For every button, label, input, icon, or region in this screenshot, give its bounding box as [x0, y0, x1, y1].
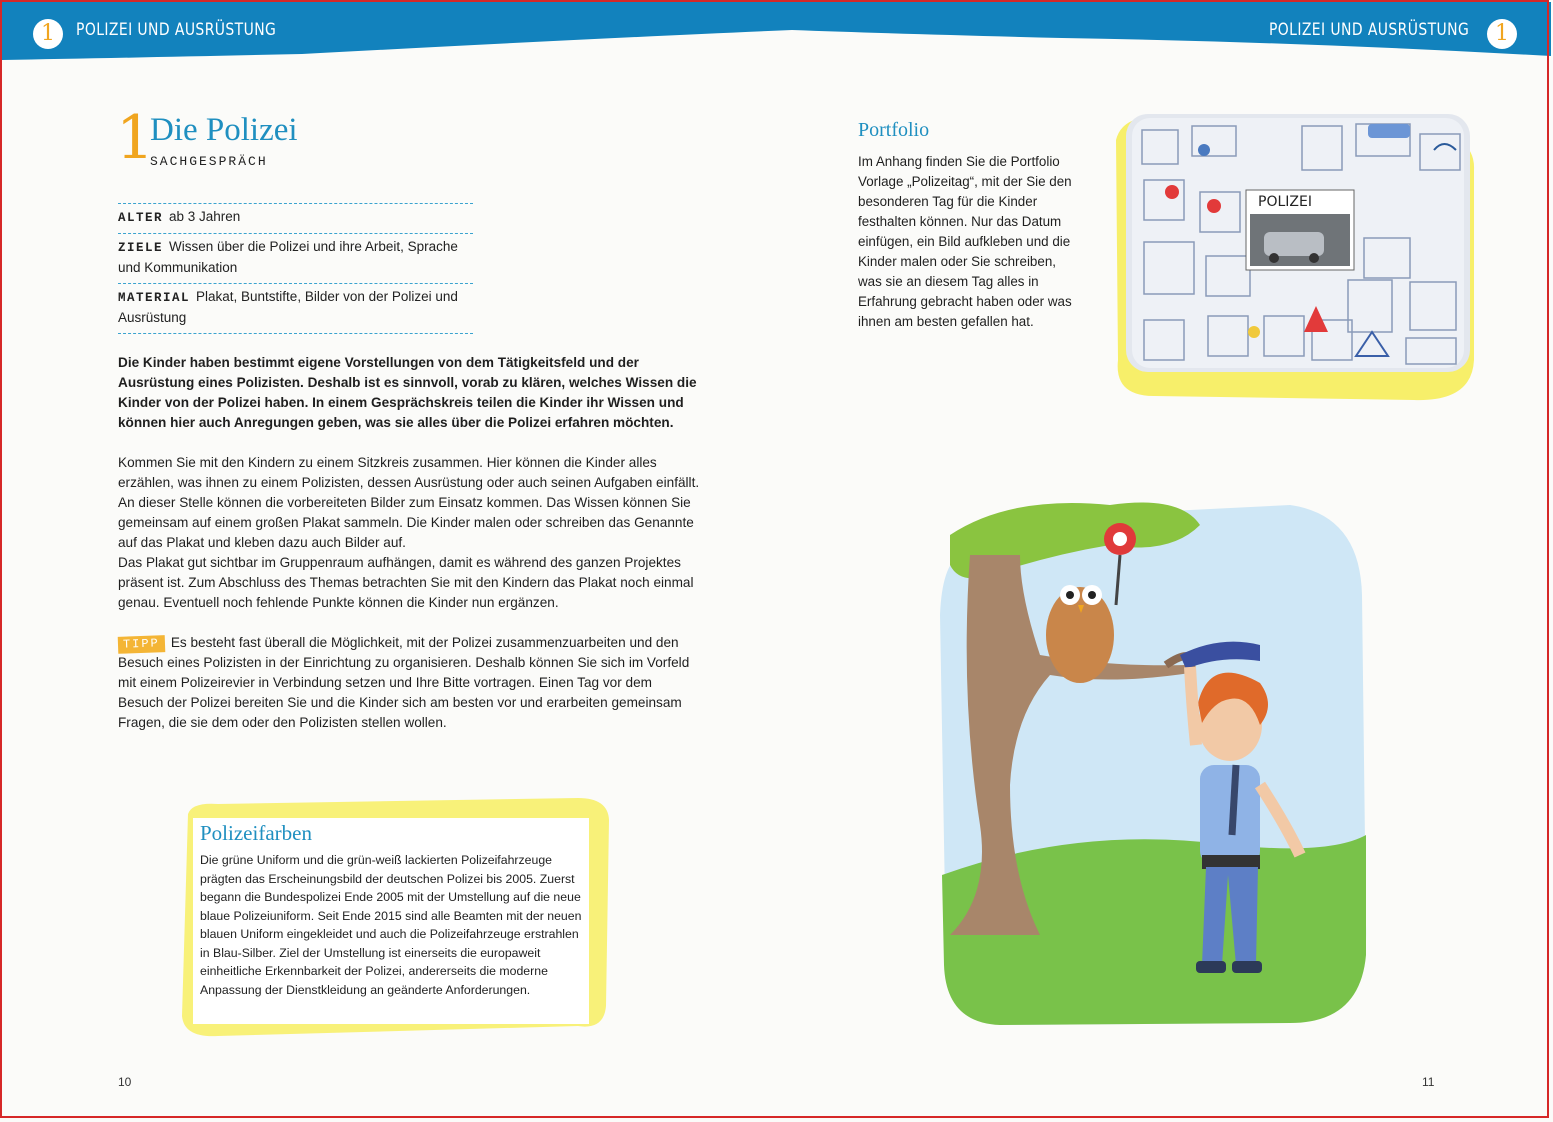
chapter-title-right: POLIZEI UND AUSRÜSTUNG [1268, 20, 1469, 40]
meta-row-age [118, 203, 473, 233]
chapter-number-badge-left: 1 [33, 19, 63, 49]
meta-key: MATERIAL [118, 291, 191, 305]
body-paragraph-part2: Das Plakat gut sichtbar im Gruppenraum aufhängen, damit es während des ganzen Projektes präsent ist. Zum Abschluss des Themas betrachten Sie mit den Kindern das Plakat noch einmal genau. Eventuell noch fehlende Punkte können die Kinder nun ergänzen. [118, 555, 694, 610]
meta-key: ALTER [118, 211, 164, 225]
portfolio-text: Im Anhang finden Sie die Portfolio Vorlage „Polizeitag“, mit der Sie den besonderen Tag für die Kinder festhalten können. Nur das Datum einfügen, ein Bild aufkleben und die Kinder malen oder Sie schreiben, was sie an diesem Tag alles in Erfahrung gebracht haben oder was ihnen am besten gefallen hat. [858, 154, 1072, 329]
activity-meta [118, 203, 473, 334]
meta-value: Plakat, Buntstifte, Bilder von der Polizei und Ausrüstung [118, 289, 458, 325]
tip-badge: TIPP [118, 635, 165, 654]
meta-key: ZIELE [118, 241, 164, 255]
body-paragraph-part1: Kommen Sie mit den Kindern zu einem Sitzkreis zusammen. Hier können die Kinder alles erzählen, was ihnen zu einem Polizisten, dessen Ausrüstung oder auch seinen Aufgaben einfällt. An dieser Stelle können die vorbereiteten Bilder zum Einsatz kommen. Das Wissen können Sie gemeinsam auf einem großen Plakat sammeln. Die Kinder malen oder schreiben das Genannte auf das Plakat und kleben dazu auch Bilder auf. [118, 455, 700, 550]
intro-paragraph: Die Kinder haben bestimmt eigene Vorstellungen von dem Tätigkeitsfeld und der Ausrüstung eines Polizisten. Deshalb ist es sinnvoll, vorab zu klären, welches Wissen die Kinder von der Polizei haben. In einem Gesprächskreis teilen die Kinder ihr Wissen und können hier auch Anregungen geben, was sie alles über die Polizei erfahren möchten. [118, 355, 697, 430]
section-number: 1 [116, 103, 155, 173]
chapter-title-left: POLIZEI UND AUSRÜSTUNG [76, 20, 277, 40]
meta-value: Wissen über die Polizei und ihre Arbeit, Sprache und Kommunikation [118, 239, 458, 275]
poster-label: POLIZEI [1258, 194, 1312, 210]
portfolio-title: Portfolio [858, 119, 930, 141]
police-boy-illustration [930, 495, 1370, 1030]
body-paragraph [118, 453, 700, 613]
meta-value: ab 3 Jahren [169, 209, 241, 224]
meta-row-goals [118, 233, 473, 283]
infobox-text: Die grüne Uniform und die grün-weiß lackierten Polizeifahrzeuge prägten das Erscheinungsbild der deutschen Polizei bis 2005. Zuerst begann die Bundespolizei Ende 2005 mit der Umstellung auf die neue blaue Polizeiuniform. Seit Ende 2015 sind alle Beamten mit der neuen blauen Uniform eingekleidet und auch die Polizeifahrzeuge erstrahlen in Blau-Silber. Ziel der Umstellung ist einerseits die europaweit einheitliche Erkennbarkeit der Polizei, andererseits die moderne Anpassung der Dienstkleidung an geänderte Anforderungen. [200, 853, 582, 997]
meta-row-material [118, 283, 473, 334]
section-title: Die Polizei [150, 112, 298, 148]
section-subtitle: SACHGESPRÄCH [150, 154, 268, 169]
infobox-title: Polizeifarben [200, 821, 312, 845]
chapter-number-badge-right: 1 [1487, 19, 1517, 49]
portfolio-poster-photo [1114, 110, 1476, 406]
page-number-right: 11 [1422, 1075, 1435, 1089]
tip-text: Es besteht fast überall die Möglichkeit, mit der Polizei zusammenzuarbeiten und den Besuch eines Polizisten in der Einrichtung zu organisieren. Deshalb können Sie sich im Vorfeld mit einem Polizeirevier in Verbindung setzen und Ihre Bitte vortragen. Einen Tag vor dem Besuch der Polizei bereiten Sie und die Kinder sich am besten vor und erarbeiten gemeinsam Fragen, die sie dem oder den Polizisten stellen wollen. [118, 635, 690, 730]
page-number-left: 10 [118, 1075, 132, 1089]
tip-paragraph [118, 633, 700, 733]
